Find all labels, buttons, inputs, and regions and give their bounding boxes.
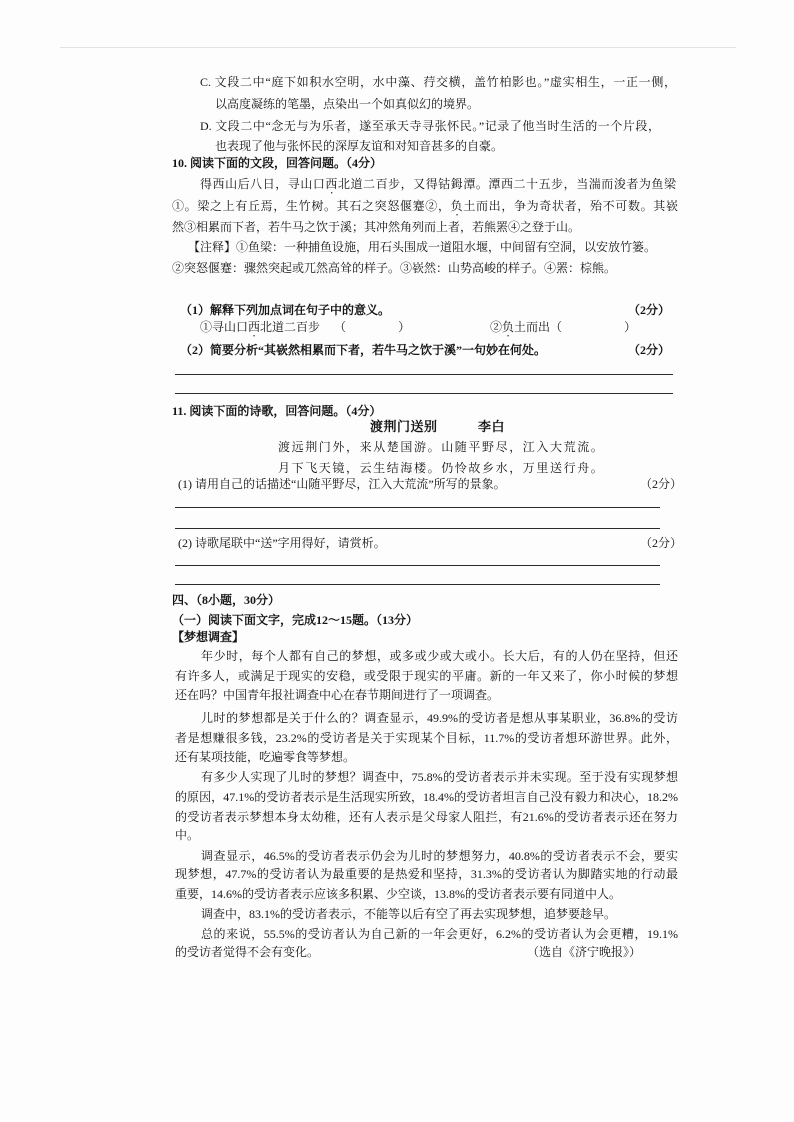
article-p3-line-4: 中。 [175, 828, 200, 842]
poem-line-2: 月下飞天镜，云生结海楼。仍怜故乡水，万里送行舟。 [278, 461, 605, 475]
q11-sub1-score: （2分） [640, 477, 683, 491]
article-p3-line-1: 有多少人实现了儿时的梦想？调查中，75.8%的受访者表示并未实现。至于没有实现梦想 [201, 770, 678, 784]
article-p1-line-3: 还在吗？中国青年报社调查中心在春节期间进行了一项调查。 [175, 688, 500, 702]
q10-passage-line-2-part-a: ①。梁之上有丘焉，生竹树。其石之突怒偃蹇②， [172, 199, 451, 213]
option-c-line-1: C. 文段二中“庭下如积水空明，水中藻、荇交横，盖竹柏影也。”虚实相生，一正一侧， [200, 75, 676, 89]
q10-passage-line-2-part-c: 土而出，争为奇状者，殆不可数。其嵚 [463, 199, 678, 213]
q10-notes-line-1: 【注释】①鱼梁：一种捕鱼设施，用石头围成一道阻水堰，中间留有空洞，以安放竹篓。 [188, 240, 657, 254]
article-p6-line-2: 的受访者觉得不会有变化。 [175, 945, 320, 959]
question-11-heading: 11. 阅读下面的诗歌，回答问题。（4分） [172, 404, 382, 418]
q10-sub1-prompt: （1）解释下列加点词在句子中的意义。 [180, 303, 391, 317]
poem-author: 李白 [478, 419, 506, 434]
q10-passage-line-1-part-a: 得西山后八日，寻山口 [200, 177, 326, 191]
answer-line [175, 584, 660, 585]
top-rule [60, 47, 736, 48]
question-10-heading: 10. 阅读下面的文段，回答问题。（4分） [172, 156, 383, 170]
q10-passage-line-3: 然③相累而下者，若牛马之饮于溪；其冲然角列而上者，若熊罴④之登于山。 [172, 220, 581, 234]
answer-paren-open: （ [550, 320, 563, 334]
q11-sub1-prompt: (1) 请用自己的话描述“山随平野尽，江入大荒流”所写的景象。 [178, 477, 506, 491]
article-p1-line-1: 年少时，每个人都有自己的梦想，或多或少或大或小。长大后，有的人仍在坚持，但还 [201, 649, 678, 663]
answer-line [175, 507, 660, 508]
article-p4-line-2: 现梦想，47.7%的受访者认为最重要的是热爱和坚持，31.3%的受访者认为脚踏实地的行动最 [175, 867, 678, 881]
q10-sub1-item-1-part-c: 北道二百步 [260, 320, 321, 334]
answer-line [175, 528, 660, 529]
poem-line-1: 渡远荆门外，来从楚国游。山随平野尽，江入大荒流。 [278, 440, 605, 454]
q10-sub1-item-2-part-c: 土而出 [514, 320, 551, 334]
q10-sub1-score: （2分） [628, 303, 671, 317]
article-p4-line-1: 调查显示，46.5%的受访者表示仍会为儿时的梦想努力，40.8%的受访者表示不会，要实 [201, 849, 678, 863]
section-4-heading: 四、（8小题，30分） [172, 593, 281, 607]
q10-passage-dotted-char: 西 [325, 177, 338, 191]
article-p2-line-1: 儿时的梦想都是关于什么的？调查显示，49.9%的受访者是想从事某职业，36.8%的受访 [201, 711, 678, 725]
article-p2-line-3: 还有某项技能，吃遍零食等梦想。 [175, 750, 356, 764]
q10-passage-line-1-part-c: 北道二百步，又得钴鉧潭。潭西二十五步，当湍而浚者为鱼梁 [337, 177, 676, 191]
article-p3-line-2: 的原因，47.1%的受访者表示是生活现实所致，18.4%的受访者坦言自己没有毅力和决心，18.2% [175, 790, 678, 804]
q10-sub2-prompt: （2）简要分析“其嵚然相累而下者，若牛马之饮于溪”一句妙在何处。 [180, 343, 547, 357]
article-p4-line-3: 重要，14.6%的受访者表示应该多积累、少空谈，13.8%的受访者表示要有同道中人。 [175, 887, 621, 901]
article-p1-line-2: 有许多人，或满足于现实的安稳，或受限于现实的平庸。新的一年又来了，你小时候的梦想 [175, 669, 678, 683]
article-p3-line-3: 的受访者表示梦想本身太幼稚，还有人表示是父母家人阻拦，有21.6%的受访者表示还在努力 [175, 810, 678, 824]
q10-passage-line-1 [200, 175, 676, 193]
option-c-line-2: 以高度凝练的笔墨，点染出一个如真似幻的境界。 [215, 97, 480, 111]
q10-sub1-item-2-dotted-char: 负 [502, 320, 515, 334]
article-title: 【梦想调查】 [172, 630, 245, 644]
answer-paren-close: ） [624, 320, 637, 334]
option-d-line-1: D. 文段二中“念无与为乐者，遂至承天寺寻张怀民。”记录了他当时生活的一个片段， [200, 119, 660, 133]
section-4-part-1-heading: （一）阅读下面文字，完成12～15题。（13分） [172, 613, 419, 627]
q10-passage-dotted-char: 负 [450, 199, 464, 213]
option-d-line-2: 也表现了他与张怀民的深厚友谊和对知音甚多的自豪。 [215, 139, 504, 153]
q11-sub2-prompt: (2) 诗歌尾联中“送”字用得好，请赏析。 [178, 536, 386, 550]
answer-paren-open: （ [334, 320, 347, 334]
article-p6-line-1: 总的来说，55.5%的受访者认为自己新的一年会更好，6.2%的受访者认为会更糟，19.1% [201, 927, 678, 941]
q10-sub1-item-2-part-a: ② [490, 320, 503, 334]
answer-line [175, 393, 673, 394]
q11-sub2-score: （2分） [640, 536, 683, 550]
article-source: （选自《济宁晚报》） [527, 945, 642, 959]
q10-notes-line-2: ②突怒偃蹇：骤然突起或兀然高耸的样子。③嵚然：山势高峻的样子。④罴：棕熊。 [172, 261, 617, 275]
q10-sub1-item-1 [200, 318, 410, 336]
article-p2-line-2: 者是想赚很多钱，23.2%的受访者是关于实现某个目标，11.7%的受访者想环游世界。此外， [175, 731, 678, 745]
answer-line [175, 374, 673, 375]
q10-sub1-item-2 [490, 318, 636, 336]
answer-paren-close: ） [398, 320, 411, 334]
q10-sub1-item-1-dotted-char: 西 [248, 320, 261, 334]
poem-title: 渡荆门送别 [370, 419, 438, 434]
q10-passage-line-2 [172, 197, 678, 215]
answer-line [175, 565, 660, 566]
article-p5-line-1: 调查中，83.1%的受访者表示，不能等以后有空了再去实现梦想，追梦要趁早。 [201, 907, 616, 921]
q10-sub2-score: （2分） [628, 343, 671, 357]
q10-sub1-item-1-part-a: ①寻山口 [200, 320, 249, 334]
